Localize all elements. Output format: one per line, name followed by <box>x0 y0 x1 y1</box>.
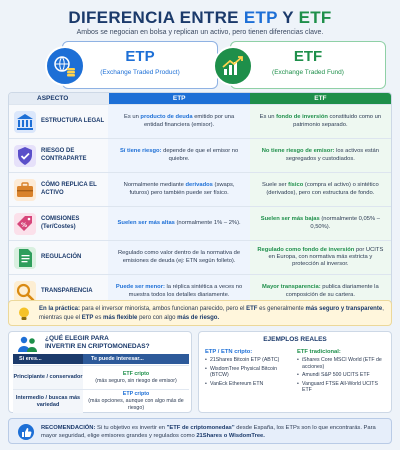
examples-etp <box>205 349 293 389</box>
examples-etp-list <box>205 357 293 387</box>
etf-cell-text <box>256 148 385 162</box>
practice-t3: , mientras que el <box>39 306 384 321</box>
page-title <box>0 8 400 28</box>
practice-t1: para el inversor minorista, ambos funcionan parecido, pero el <box>80 306 247 312</box>
etp-pre-text: Regulado como valor dentro de la normativa de emisiones de deuda (ej: ETN según folleto). <box>118 250 241 264</box>
etp-hero-card <box>62 41 218 89</box>
etf-cell-text <box>256 114 385 128</box>
etp-cell <box>108 105 249 138</box>
etp-key-text: derivados <box>185 182 213 189</box>
etf-cell <box>250 241 391 274</box>
practice-note <box>8 300 392 326</box>
examples-title: EJEMPLOS REALES <box>263 336 327 343</box>
etp-post-text: (swaps, futuros) pero también puede ser físico. <box>129 182 235 196</box>
choose-row-note: (más opciones, aunque con algo más de riesgo) <box>88 398 184 411</box>
example-item: • Amundi S&P 500 UCITS ETF <box>297 372 389 379</box>
practice-k3: ETP <box>81 314 94 321</box>
reco-lead: RECOMENDACIÓN: <box>41 425 96 431</box>
reco-k1: "ETF de criptomonedas" <box>166 425 235 431</box>
etf-cell <box>250 139 391 172</box>
etp-cell <box>108 207 249 240</box>
etf-post-text: los activos están segregados y custodiados. <box>285 148 379 162</box>
briefcase-icon <box>14 179 36 201</box>
choose-title-line1: ¿QUÉ ELEGIR PARA <box>45 335 109 342</box>
choose-title <box>45 335 150 351</box>
practice-t4: es <box>93 314 104 321</box>
title-prefix: DIFERENCIA ENTRE <box>68 8 239 27</box>
choose-header <box>13 354 189 364</box>
practice-text <box>39 305 387 322</box>
etf-key-text: Regulado como fondo de inversión <box>257 246 355 253</box>
aspect-cell <box>9 241 108 274</box>
header-etf: ETF <box>250 93 391 104</box>
aspect-label: CÓMO REPLICA EL ACTIVO <box>41 182 97 196</box>
etf-key-text: fondo de inversión <box>276 114 328 121</box>
document-icon <box>14 247 36 269</box>
etp-cell <box>108 139 249 172</box>
etf-hero-card <box>230 41 386 89</box>
etf-pre-text: Suele ser <box>262 182 289 189</box>
practice-k5: más de riesgo. <box>177 314 220 321</box>
example-item: • VanEck Ethereum ETN <box>205 381 293 388</box>
etp-key-text: Puede ser menor: <box>115 284 165 291</box>
aspect-cell <box>9 207 108 240</box>
choose-row-profile: Principiante / conservador <box>13 366 83 389</box>
examples-etf <box>297 349 389 396</box>
title-and: Y <box>282 8 294 27</box>
aspect-label: REGULACIÓN <box>41 253 82 260</box>
choose-row <box>13 389 189 413</box>
etp-hero-fullname: (Exchange Traded Product) <box>100 69 180 76</box>
shield-check-icon <box>14 145 36 167</box>
etf-post-text: constituido como un patrimonio separado. <box>293 114 382 128</box>
page-subtitle: Ambos se negocian en bolsa y replican un activo, pero tienen diferencias clave. <box>76 29 324 36</box>
etf-post-text: por UCITS en Europa, con normativa más estricta y protección al inversor. <box>268 246 384 268</box>
etf-cell <box>250 207 391 240</box>
example-item: • WisdomTree Physical Bitcoin (BTCW) <box>205 366 293 379</box>
etp-key-text: producto de deuda <box>140 114 193 121</box>
practice-k4: más flexible <box>103 314 138 321</box>
example-item: • Vanguard FTSE All-World UCITS ETF <box>297 381 389 394</box>
aspect-label: RIESGO DE CONTRAPARTE <box>41 148 87 162</box>
etf-key-text: No tiene riesgo de emisor: <box>261 148 335 155</box>
etp-cell-text <box>114 182 243 196</box>
etf-key-text: Mayor transparencia: <box>262 284 321 291</box>
etf-post-text: (normalmente 0,05% – 0,50%). <box>310 216 380 230</box>
etf-cell <box>250 105 391 138</box>
etp-cell-text <box>114 114 243 128</box>
etf-cell-text <box>256 182 385 196</box>
etf-cell-text <box>256 284 385 298</box>
etp-cell-text <box>114 250 243 264</box>
etf-hero-fullname: (Exchange Traded Fund) <box>272 69 344 76</box>
recommendation-text <box>41 424 391 440</box>
practice-k1: ETF <box>246 306 258 312</box>
title-etp: ETP <box>243 8 278 27</box>
etp-key-text: Sí tiene riesgo: <box>119 148 162 155</box>
choose-panel <box>8 331 192 413</box>
etp-cell <box>108 241 249 274</box>
choose-row-product: ETP cripto <box>122 391 150 398</box>
etp-cell-text <box>114 284 243 298</box>
reco-t2: desde España, los ETPs son lo que encontrarás. Para mayor seguridad, elige emisores grandes y regulados como <box>41 425 376 439</box>
example-item: • iShares Core MSCI World (ETF de acciones) <box>297 357 389 370</box>
choose-col2: Te puede interesar... <box>83 354 189 364</box>
examples-etf-list <box>297 357 389 394</box>
comparison-table <box>8 92 392 309</box>
examples-panel <box>198 331 392 413</box>
choose-row-suggestion <box>83 366 189 389</box>
etf-key-text: Suelen ser más bajas <box>260 216 320 223</box>
etp-hero-name: ETP <box>125 48 155 65</box>
header-etp: ETP <box>109 93 250 104</box>
practice-t2: es generalmente <box>257 306 306 312</box>
examples-etf-heading: ETF tradicional: <box>297 349 341 355</box>
etp-cell <box>108 173 249 206</box>
examples-etp-heading: ETP / ETN cripto: <box>205 349 253 355</box>
etf-post-text: publica diariamente la composición de su cartera. <box>285 284 379 298</box>
etp-post-text: la réplica sintética a veces no muestra todos los detalles diariamente. <box>128 284 243 298</box>
aspect-cell <box>9 139 108 172</box>
bank-icon <box>14 111 36 133</box>
choose-col1: Si eres... <box>13 354 83 364</box>
choose-row-profile: Intermedio / buscas más variedad <box>13 390 83 413</box>
reco-k2: 21Shares o WisdomTree. <box>196 433 265 439</box>
etf-post-text: (compra el activo) o sintético (derivados), pero con estructura de fondo. <box>266 182 379 196</box>
table-row <box>9 206 391 240</box>
table-row <box>9 138 391 172</box>
etf-key-text: físico <box>288 182 304 189</box>
aspect-cell <box>9 105 108 138</box>
aspect-label: ESTRUCTURA LEGAL <box>41 117 105 124</box>
etp-cell-text <box>114 148 243 162</box>
etp-pre-text: Normalmente mediante <box>123 182 186 189</box>
practice-t5: pero con algo <box>137 314 178 321</box>
aspect-cell <box>9 173 108 206</box>
etp-post-text: emitido por una entidad financiera (emisor). <box>143 114 235 128</box>
table-row <box>9 172 391 206</box>
title-etf: ETF <box>298 8 332 27</box>
header-aspect: ASPECTO <box>9 93 109 104</box>
etf-cell-text <box>256 216 385 230</box>
etp-pre-text: Es un <box>123 114 141 121</box>
lightbulb-icon <box>16 306 32 322</box>
etf-cell-text <box>256 247 385 269</box>
thumbs-up-icon <box>18 424 34 440</box>
etf-hero-name: ETF <box>293 48 323 65</box>
choose-row <box>13 365 189 389</box>
etp-cell-text <box>118 220 241 227</box>
etf-pre-text: Es un <box>259 114 277 121</box>
reco-t1: Si tu objetivo es invertir en <box>95 425 167 431</box>
table-row <box>9 240 391 274</box>
choose-row-product: ETF cripto <box>122 370 150 377</box>
choose-title-line2: INVERTIR EN CRIPTOMONEDAS? <box>45 343 150 350</box>
etp-key-text: Suelen ser más altas <box>117 219 175 226</box>
etp-post-text: (normalmente 1% – 2%). <box>174 219 241 226</box>
recommendation-note <box>8 418 392 444</box>
aspect-label: TRANSPARENCIA <box>41 287 93 294</box>
choose-row-note: (más seguro, sin riesgo de emisor) <box>95 377 177 384</box>
etf-cell <box>250 173 391 206</box>
practice-lead: En la práctica: <box>39 306 81 312</box>
percent-tag-icon <box>14 213 36 235</box>
table-body <box>9 104 391 308</box>
etp-post-text: depende de que el emisor no quiebre. <box>161 148 239 162</box>
table-row <box>9 104 391 138</box>
table-header <box>9 93 391 104</box>
people-icon <box>17 335 39 353</box>
practice-k2: más seguro y transparente <box>305 306 383 312</box>
choose-row-suggestion <box>83 390 189 413</box>
example-item: • 21Shares Bitcoin ETP (ABTC) <box>205 357 293 364</box>
aspect-label: COMISIONES (Ter/Costes) <box>41 216 80 230</box>
svg-text:%: % <box>21 221 28 229</box>
